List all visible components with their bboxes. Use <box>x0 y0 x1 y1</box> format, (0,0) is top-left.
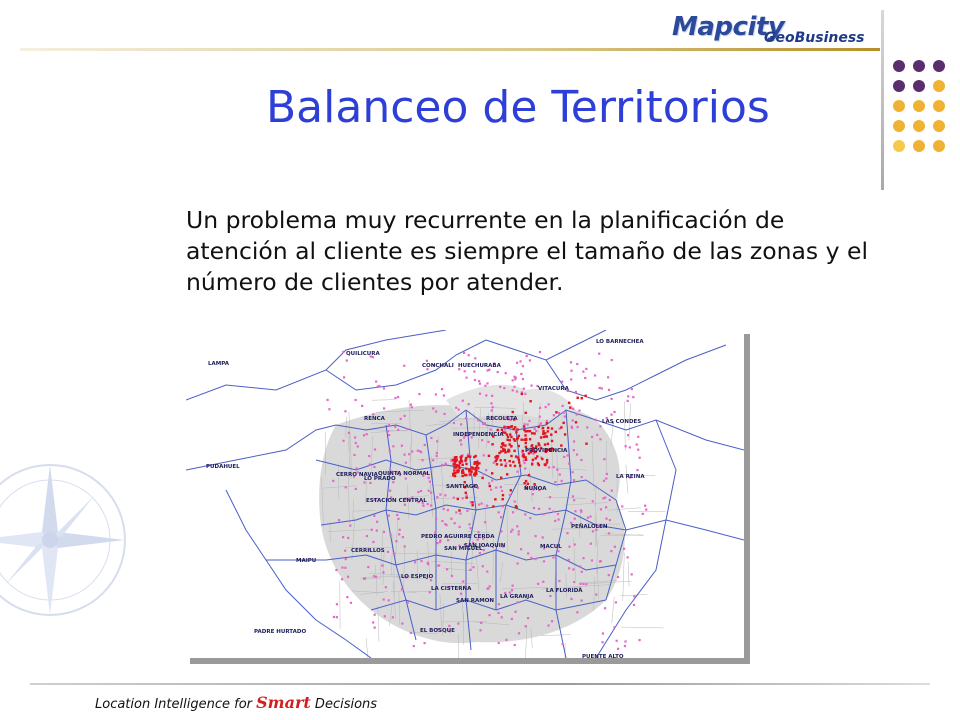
map-label: LAS CONDES <box>602 419 642 425</box>
map-label: LO ESPEJO <box>401 574 434 580</box>
map-label: CONCHALI <box>422 363 454 369</box>
decorative-dots <box>890 58 954 168</box>
footer-rule <box>30 683 930 685</box>
slide-title: Balanceo de Territorios <box>266 82 770 133</box>
map-label: MAIPU <box>296 558 317 564</box>
territory-map <box>186 330 750 664</box>
footer-smart: Smart <box>256 693 311 712</box>
map-label: SAN MIGUEL <box>444 546 483 552</box>
map-label: CERRO NAVIA <box>336 472 378 478</box>
map-label: QUILICURA <box>346 351 380 357</box>
map-label: LAMPA <box>208 361 230 367</box>
map-label: PEDRO AGUIRRE CERDA <box>421 534 495 540</box>
map-label: SAN JOAQUIN <box>464 543 506 549</box>
map-label: LA FLORIDA <box>546 588 583 594</box>
map-label: LO PRADO <box>364 476 396 482</box>
footer-tagline <box>95 693 377 712</box>
compass-watermark-icon <box>0 460 150 660</box>
mapcity-logo <box>672 10 872 50</box>
map-label: SAN RAMON <box>456 598 494 604</box>
map-label: EL BOSQUE <box>420 628 455 634</box>
map-label: ÑUÑOA <box>524 486 547 492</box>
map-label: PEÑALOLEN <box>571 524 608 530</box>
logo-brand: Mapcity <box>672 12 785 42</box>
santiago-map <box>186 330 744 658</box>
map-label: SANTIAGO <box>446 484 479 490</box>
map-label: PUENTE ALTO <box>582 654 624 658</box>
map-label: PADRE HURTADO <box>254 629 307 635</box>
map-label: LO BARNECHEA <box>596 339 644 345</box>
map-label: CERRILLOS <box>351 548 385 554</box>
map-label: RECOLETA <box>486 416 518 422</box>
map-label: ESTACION CENTRAL <box>366 498 427 504</box>
map-label: PROVIDENCIA <box>525 448 568 454</box>
map-label: INDEPENDENCIA <box>453 432 504 438</box>
logo-sub: GeoBusiness <box>764 30 865 46</box>
map-label: RENCA <box>364 416 385 422</box>
map-label: LA REINA <box>616 474 645 480</box>
map-label: MACUL <box>540 544 562 550</box>
footer-prefix: Location Intelligence for <box>95 697 257 712</box>
map-label: LA GRANJA <box>500 594 534 600</box>
map-label: PUDAHUEL <box>206 464 240 470</box>
map-label: HUECHURABA <box>458 363 501 369</box>
map-label: LA CISTERNA <box>431 586 472 592</box>
header-vertical-rule <box>881 10 884 190</box>
map-label: VITACURA <box>538 386 569 392</box>
slide-body-text: Un problema muy recurrente en la planificación de atención al cliente es siempre el tamaño de las zonas y el número de clientes por atender. <box>186 206 868 296</box>
map-label: QUINTA NORMAL <box>378 471 431 477</box>
footer-suffix: Decisions <box>310 697 378 712</box>
